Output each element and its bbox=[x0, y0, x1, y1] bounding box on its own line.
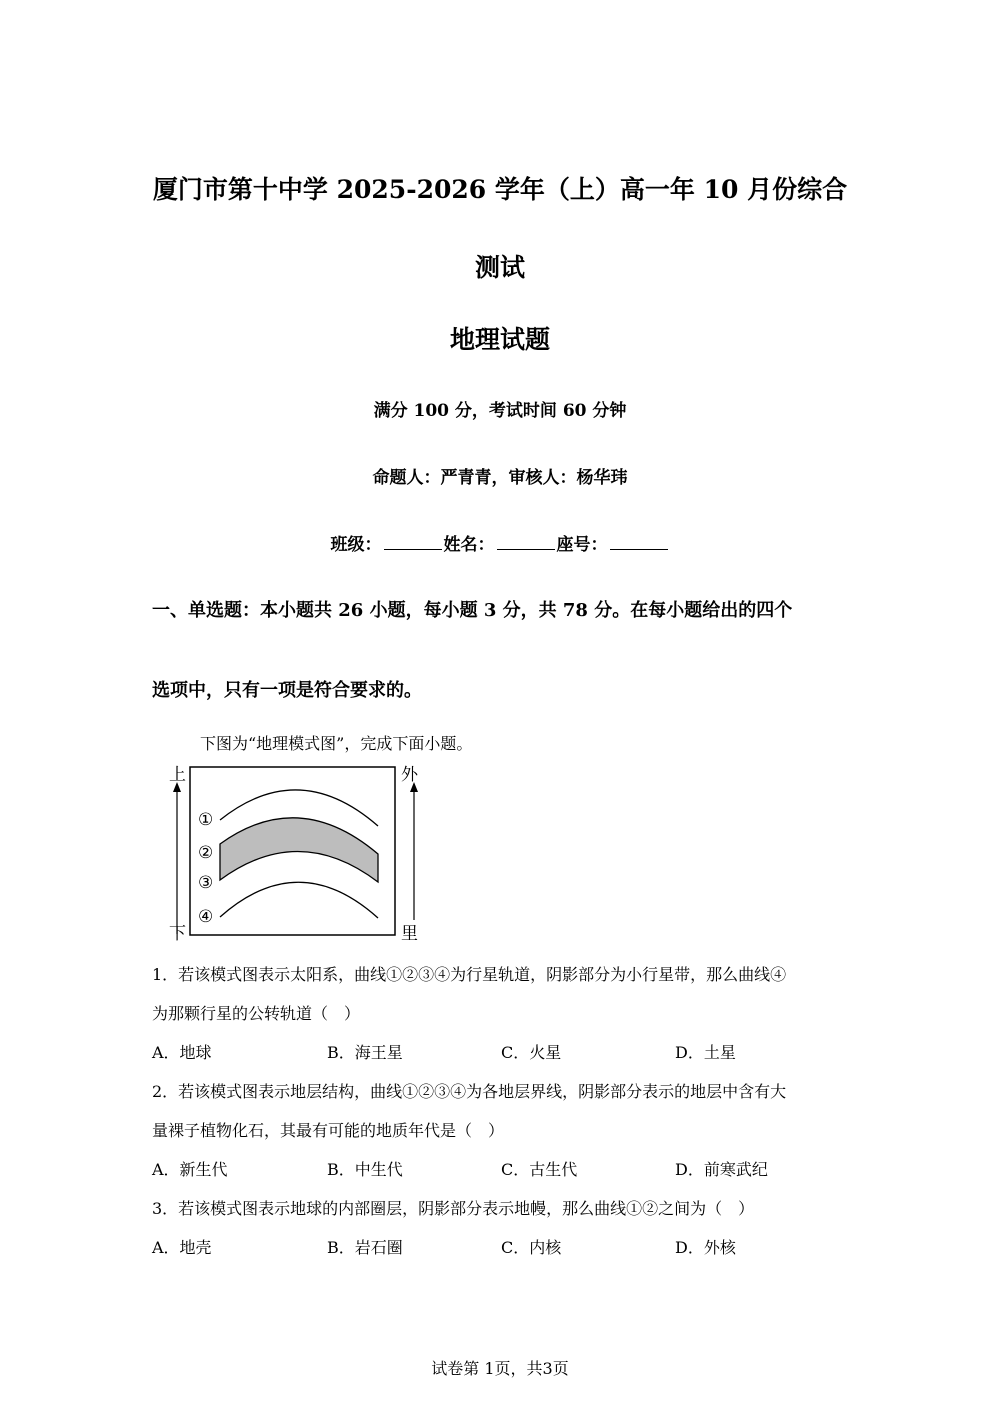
curve-label-2: ② bbox=[198, 843, 214, 863]
student-info-line bbox=[0, 530, 1000, 555]
section-heading-line1: 一、单选题：本小题共 26 小题，每小题 3 分，共 78 分。在每小题给出的四个 bbox=[152, 600, 793, 621]
question-1-line2: 为那颗行星的公转轨道（ ） bbox=[152, 1004, 361, 1023]
label-bottom-right: 里 bbox=[401, 924, 418, 942]
label-top-left: 上 bbox=[169, 765, 186, 785]
q2-option-d[interactable]: D．前寒武纪 bbox=[675, 1160, 768, 1179]
q3-option-d[interactable]: D．外核 bbox=[675, 1238, 736, 1257]
label-bottom-left: 下 bbox=[169, 924, 186, 942]
seat-label: 座号： bbox=[556, 535, 608, 555]
question-1-line1: 1．若该模式图表示太阳系，曲线①②③④为行星轨道，阴影部分为小行星带，那么曲线④ bbox=[152, 965, 787, 984]
question-2-line2: 量裸子植物化石，其最有可能的地质年代是（ ） bbox=[152, 1121, 505, 1140]
model-diagram-svg bbox=[160, 762, 430, 942]
score-time-info: 满分 100 分，考试时间 60 分钟 bbox=[373, 401, 627, 421]
authors-info: 命题人：严青青，审核人：杨华玮 bbox=[372, 468, 628, 488]
q3-option-b[interactable]: B．岩石圈 bbox=[327, 1238, 403, 1257]
class-label: 班级： bbox=[330, 535, 382, 555]
exam-title-line1: 厦门市第十中学 2025-2026 学年（上）高一年 10 月份综合 bbox=[152, 175, 848, 204]
q3-option-a[interactable]: A．地壳 bbox=[152, 1238, 212, 1257]
q1-option-b[interactable]: B．海王星 bbox=[327, 1043, 403, 1062]
label-top-right: 外 bbox=[401, 765, 418, 785]
section-heading-line2: 选项中，只有一项是符合要求的。 bbox=[152, 680, 422, 701]
question-3-line1: 3．若该模式图表示地球的内部圈层，阴影部分表示地幔，那么曲线①②之间为（ ） bbox=[152, 1199, 755, 1218]
subject-title: 地理试题 bbox=[449, 325, 550, 354]
q2-option-a[interactable]: A．新生代 bbox=[152, 1160, 228, 1179]
class-blank[interactable] bbox=[384, 531, 442, 550]
shaded-band bbox=[220, 818, 378, 882]
name-blank[interactable] bbox=[497, 531, 555, 550]
curve-label-3: ③ bbox=[198, 873, 214, 893]
seat-blank[interactable] bbox=[610, 531, 668, 550]
question-2-line1: 2．若该模式图表示地层结构，曲线①②③④为各地层界线，阴影部分表示的地层中含有大 bbox=[152, 1082, 787, 1101]
q2-option-c[interactable]: C．古生代 bbox=[501, 1160, 578, 1179]
exam-title-line2: 测试 bbox=[474, 253, 525, 282]
q1-option-d[interactable]: D．土星 bbox=[675, 1043, 736, 1062]
q2-option-b[interactable]: B．中生代 bbox=[327, 1160, 403, 1179]
curve-4 bbox=[220, 882, 378, 918]
curve-label-1: ① bbox=[198, 810, 214, 830]
name-label: 姓名： bbox=[443, 535, 495, 555]
intro-text: 下图为“地理模式图”，完成下面小题。 bbox=[200, 734, 473, 753]
geography-model-figure bbox=[160, 762, 430, 942]
page-footer: 试卷第 1页，共3页 bbox=[431, 1359, 569, 1378]
q1-option-a[interactable]: A．地球 bbox=[152, 1043, 212, 1062]
curve-label-4: ④ bbox=[198, 907, 214, 927]
q3-option-c[interactable]: C．内核 bbox=[501, 1238, 562, 1257]
q1-option-c[interactable]: C．火星 bbox=[501, 1043, 562, 1062]
